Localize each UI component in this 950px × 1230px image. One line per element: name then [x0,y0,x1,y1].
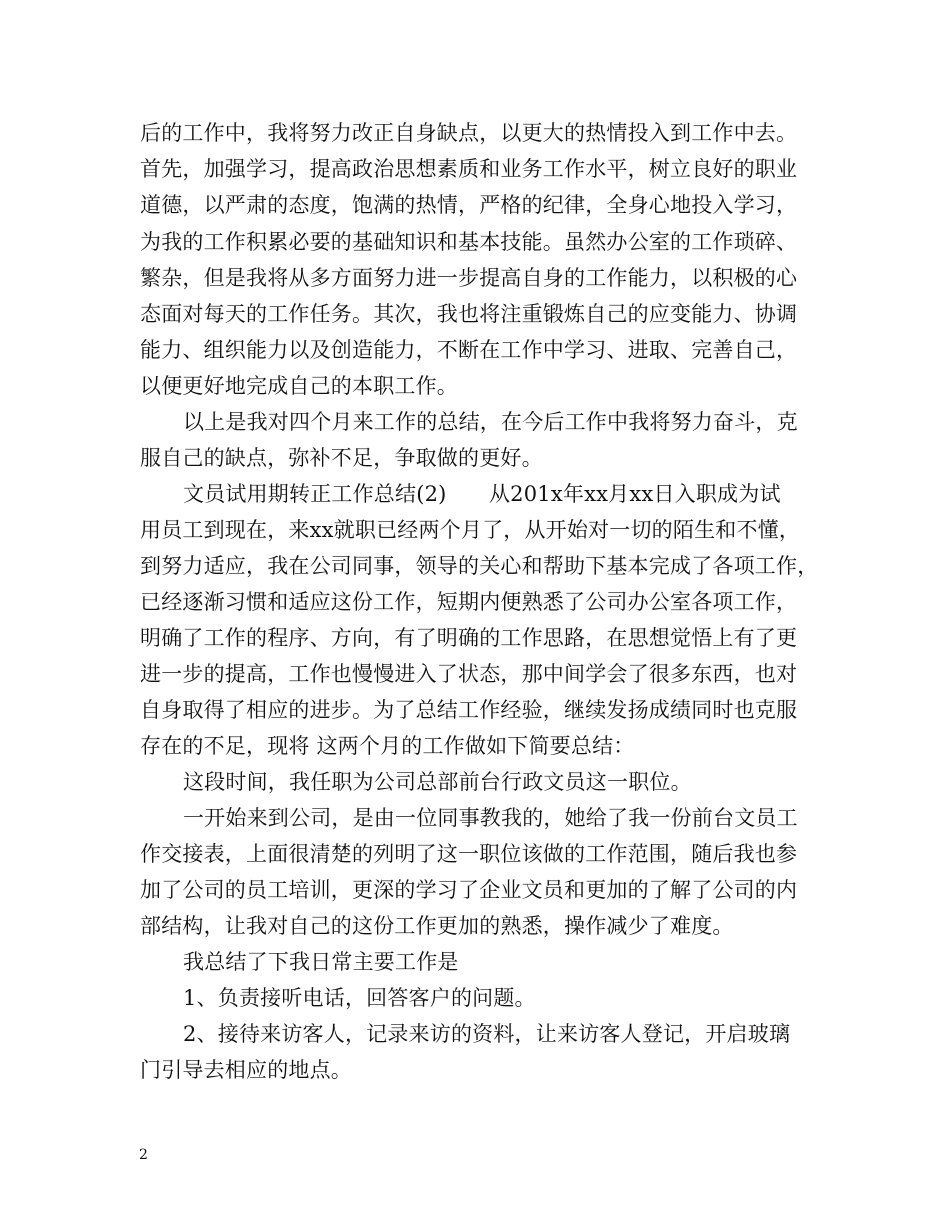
paragraph-first-line: 以上是我对四个月来工作的总结，在今后工作中我将努力奋斗，克 [183,410,798,434]
paragraph-first-line: 我总结了下我日常主要工作是 [183,950,459,974]
body-text-line: 部结构，让我对自己的这份工作更加的熟悉，操作减少了难度。 [140,914,734,938]
body-text-line: 道德，以严肃的态度，饱满的热情，严格的纪律，全身心地投入学习， [140,193,798,217]
body-text-line: 门引导去相应的地点。 [140,1058,352,1082]
list-item-line: 2、接待来访客人，记录来访的资料，让来访客人登记，开启玻璃 [183,1022,791,1046]
body-text-line: 作交接表，上面很清楚的列明了这一职位该做的工作范围，随后我也参 [140,842,798,866]
page-number: 2 [139,1147,148,1163]
body-text-line: 用员工到现在，来xx就职已经两个月了，从开始对一切的陌生和不懂， [140,518,801,542]
body-text-line: 到努力适应，我在公司同事，领导的关心和帮助下基本完成了各项工作， [140,554,819,578]
body-text-line: 后的工作中，我将努力改正自身缺点，以更大的热情投入到工作中去。 [140,121,798,145]
body-text-line: 自身取得了相应的进步。为了总结工作经验，继续发扬成绩同时也克服 [140,698,798,722]
body-text-line: 明确了工作的程序、方向，有了明确的工作思路，在思想觉悟上有了更 [140,626,798,650]
body-text-line: 能力、组织能力以及创造能力，不断在工作中学习、进取、完善自己， [140,338,798,362]
body-text-line: 为我的工作积累必要的基础知识和基本技能。虽然办公室的工作琐碎、 [140,230,798,254]
paragraph-first-line: 这段时间，我任职为公司总部前台行政文员这一职位。 [183,770,692,794]
paragraph-first-line: 一开始来到公司，是由一位同事教我的，她给了我一份前台文员工 [183,806,798,830]
body-text-line: 繁杂，但是我将从多方面努力进一步提高自身的工作能力，以积极的心 [140,266,798,290]
list-item-line: 1、负责接听电话，回答客户的问题。 [183,986,536,1010]
body-text-line: 态面对每天的工作任务。其次，我也将注重锻炼自己的应变能力、协调 [140,302,798,326]
body-text-line: 首先，加强学习，提高政治思想素质和业务工作水平，树立良好的职业 [140,157,798,181]
body-text-line: 加了公司的员工培训，更深的学习了企业文员和更加的了解了公司的内 [140,878,798,902]
body-text-line: 以便更好地完成自己的本职工作。 [140,374,458,398]
body-text-line: 已经逐渐习惯和适应这份工作，短期内便熟悉了公司办公室各项工作， [140,590,798,614]
body-text-line: 服自己的缺点，弥补不足，争取做的更好。 [140,446,543,470]
section-heading-line: 文员试用期转正工作总结(2) 从201x年xx月xx日入职成为试 [183,482,781,506]
body-text-line: 进一步的提高，工作也慢慢进入了状态，那中间学会了很多东西，也对 [140,662,798,686]
body-text-line: 存在的不足，现将 这两个月的工作做如下简要总结： [140,734,635,758]
